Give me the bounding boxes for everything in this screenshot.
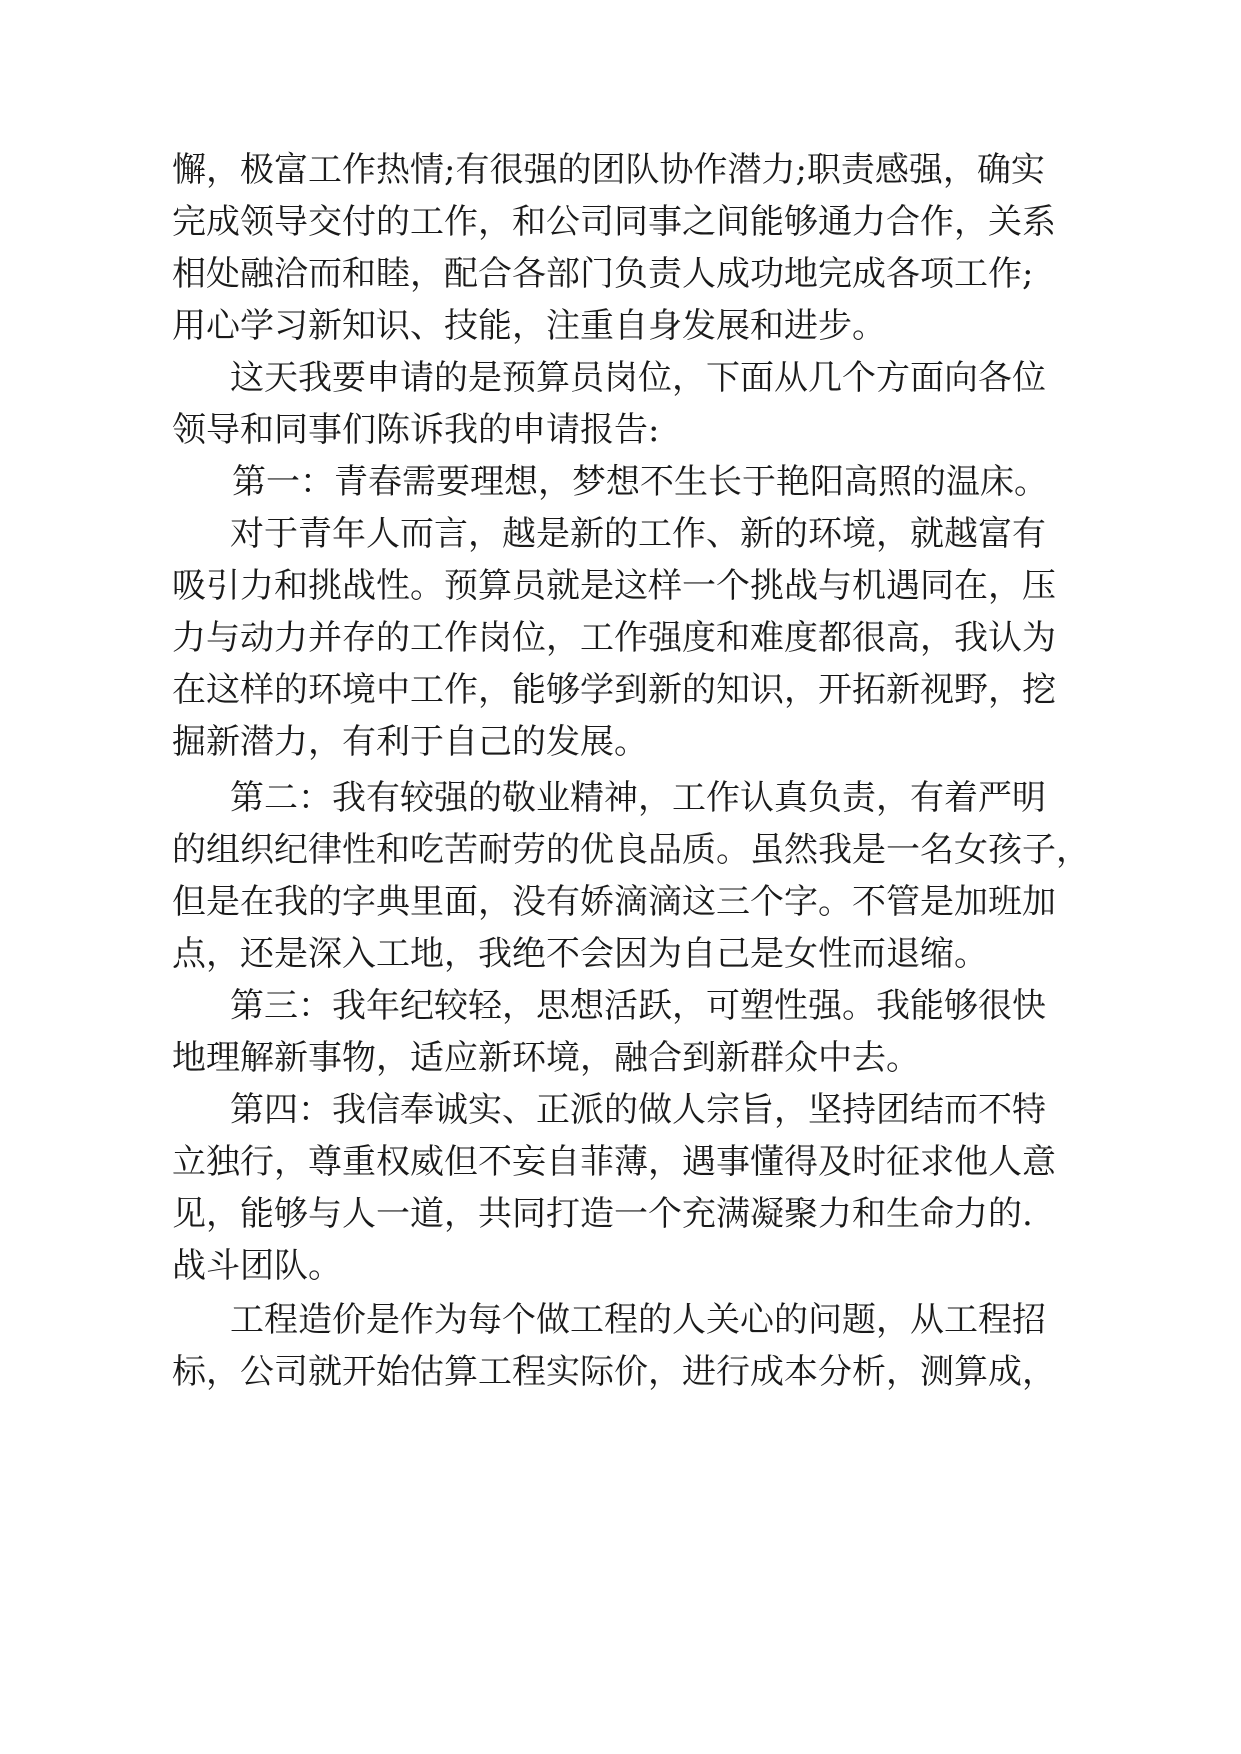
body-text-line: 点，还是深入工地，我绝不会因为自己是女性而退缩。 — [172, 934, 988, 974]
body-text-line: 工程造价是作为每个做工程的人关心的问题，从工程招 — [230, 1300, 1046, 1340]
body-text-line: 第二：我有较强的敬业精神，工作认真负责，有着严明 — [230, 778, 1046, 818]
body-text-line: 相处融洽而和睦，配合各部门负责人成功地完成各项工作; — [172, 254, 1034, 294]
body-text-line: 在这样的环境中工作，能够学到新的知识，开拓新视野，挖 — [172, 670, 1056, 710]
body-text-line: 对于青年人而言，越是新的工作、新的环境，就越富有 — [230, 514, 1046, 554]
body-text-line: 掘新潜力，有利于自己的发展。 — [172, 722, 648, 762]
body-text-line: 见，能够与人一道，共同打造一个充满凝聚力和生命力的. — [172, 1194, 1033, 1234]
body-text-line: 领导和同事们陈诉我的申请报告: — [172, 410, 660, 450]
body-text-line: 懈，极富工作热情;有很强的团队协作潜力;职责感强，确实 — [172, 150, 1045, 190]
body-text-line: 标，公司就开始估算工程实际价，进行成本分析，测算成， — [172, 1352, 1056, 1392]
body-text-line: 第一：青春需要理想，梦想不生长于艳阳高照的温床。 — [232, 462, 1048, 502]
body-text-line: 地理解新事物，适应新环境，融合到新群众中去。 — [172, 1038, 920, 1078]
body-text-line: 第三：我年纪较轻，思想活跃，可塑性强。我能够很快 — [230, 986, 1046, 1026]
body-text-line: 力与动力并存的工作岗位，工作强度和难度都很高，我认为 — [172, 618, 1056, 658]
body-text-line: 战斗团队。 — [172, 1246, 342, 1286]
body-text-line: 但是在我的字典里面，没有娇滴滴这三个字。不管是加班加 — [172, 882, 1056, 922]
body-text-line: 用心学习新知识、技能，注重自身发展和进步。 — [172, 306, 886, 346]
body-text-line: 第四：我信奉诚实、正派的做人宗旨，坚持团结而不特 — [230, 1090, 1046, 1130]
body-text-line: 吸引力和挑战性。预算员就是这样一个挑战与机遇同在，压 — [172, 566, 1056, 606]
body-text-line: 完成领导交付的工作，和公司同事之间能够通力合作，关系 — [172, 202, 1056, 242]
body-text-line: 的组织纪律性和吃苦耐劳的优良品质。虽然我是一名女孩子， — [172, 830, 1090, 870]
body-text-line: 立独行，尊重权威但不妄自菲薄，遇事懂得及时征求他人意 — [172, 1142, 1056, 1182]
body-text-line: 这天我要申请的是预算员岗位，下面从几个方面向各位 — [230, 358, 1046, 398]
